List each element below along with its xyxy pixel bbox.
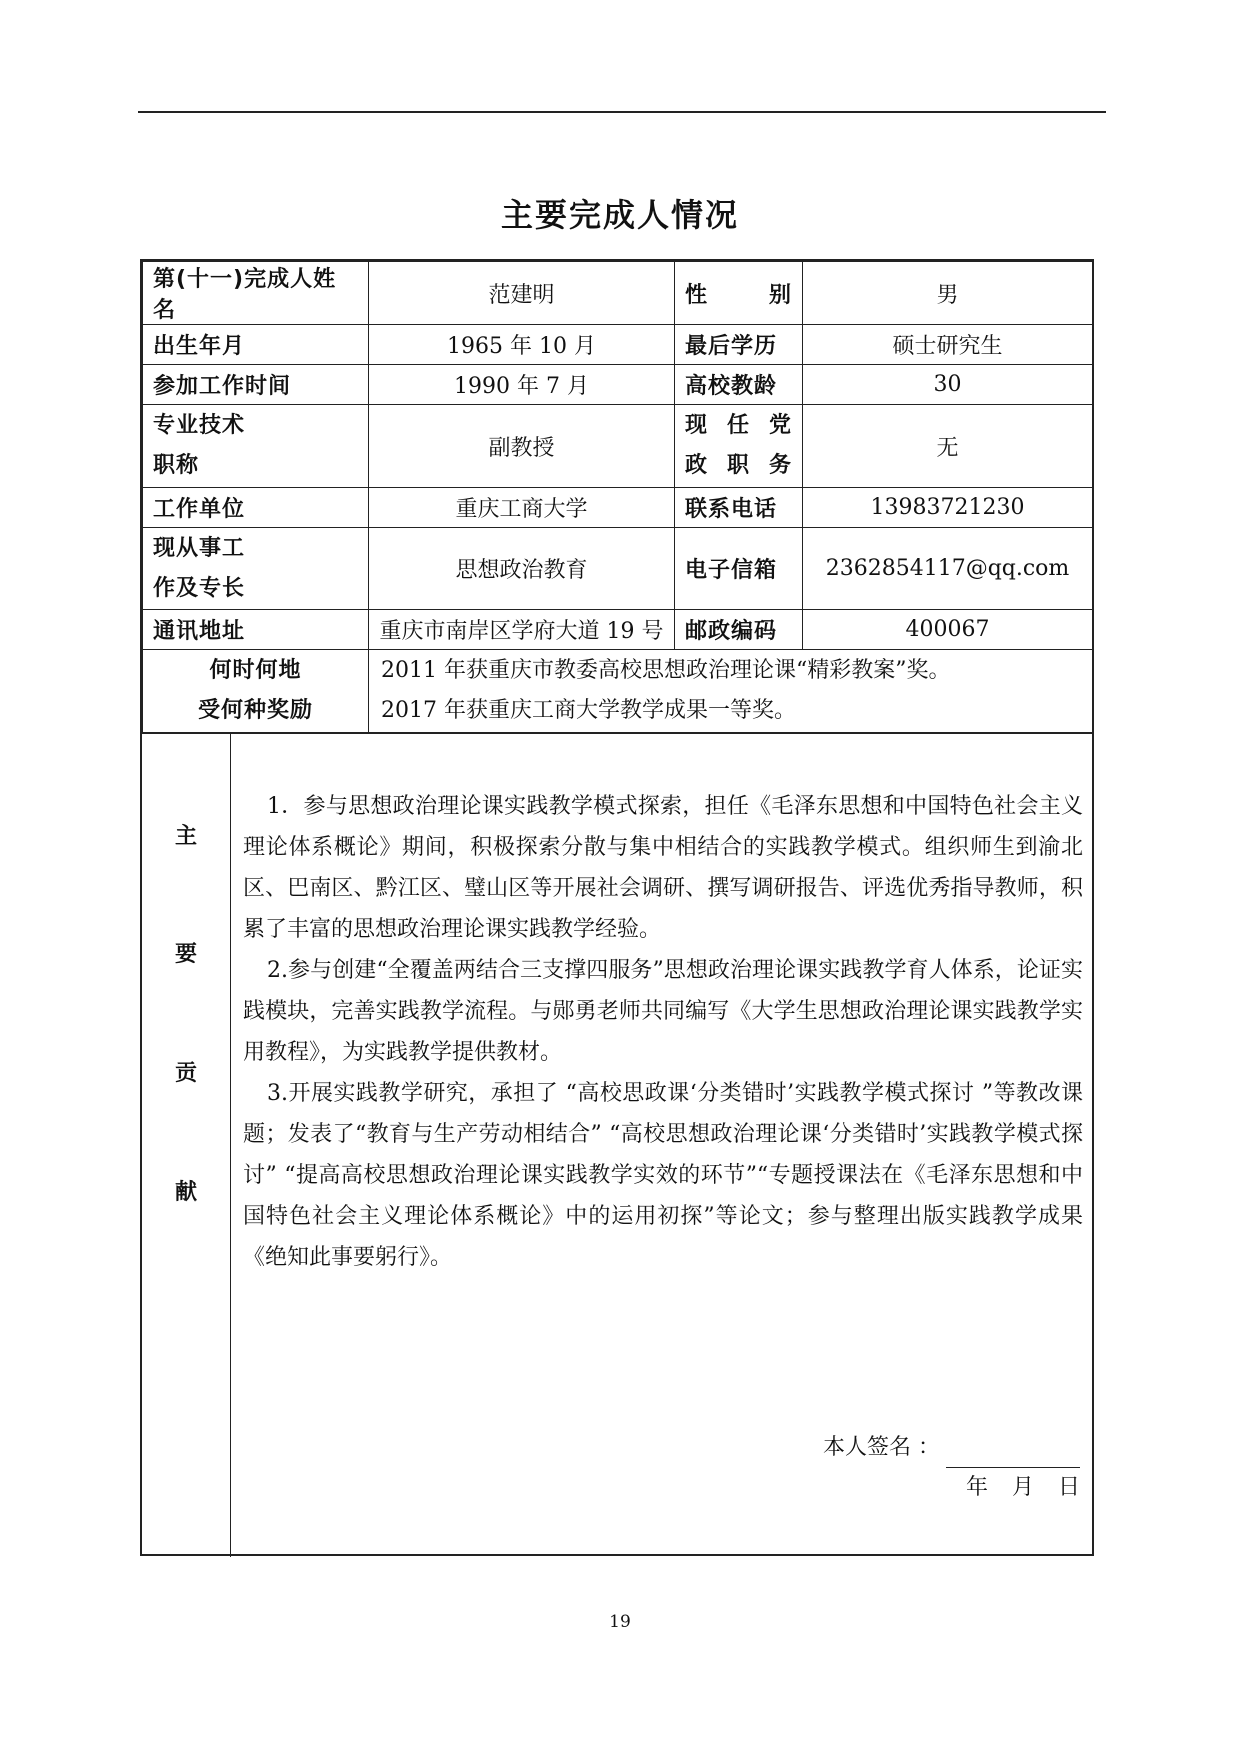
contribution-side-label: 主 要 贡 献 [142, 734, 231, 1557]
award-item: 2011 年获重庆市教委高校思想政治理论课“精彩教案”奖。 [381, 658, 951, 683]
work-start-label: 参加工作时间 [143, 365, 369, 405]
contribution-paragraph: 1．参与思想政治理论课实践教学模式探索，担任《毛泽东思想和中国特色社会主义理论体系概论》期间，积极探索分散与集中相结合的实践教学模式。组织师生到渝北区、巴南区、黔江区、璧山区等开展社会调研、撰写调研报告、评选优秀指导教师，积累了丰富的思想政治理论课实践教学经验。 [243, 794, 1083, 942]
employer-value: 重庆工商大学 [369, 488, 675, 528]
teach-years-label: 高校教龄 [675, 365, 803, 405]
party-post-value: 无 [803, 405, 1093, 488]
name-value: 范建明 [369, 262, 675, 325]
info-table [142, 261, 1093, 733]
edu-value: 硕士研究生 [803, 325, 1093, 365]
signature-label: 本人签名 ： [823, 1435, 940, 1460]
award-list [369, 650, 1093, 733]
gender-label: 性 别 [675, 262, 803, 325]
address-label: 通讯地址 [143, 610, 369, 650]
postcode-label: 邮政编码 [675, 610, 803, 650]
award-item: 2017 年获重庆工商大学教学成果一等奖。 [381, 698, 796, 723]
tech-title-label: 专业技术 职称 [143, 405, 369, 488]
email-label: 电子信箱 [675, 528, 803, 610]
phone-value: 13983721230 [803, 488, 1093, 528]
postcode-value: 400067 [803, 610, 1093, 650]
birth-value: 1965 年 10 月 [369, 325, 675, 365]
tech-title-value: 副教授 [369, 405, 675, 488]
contribution-body [243, 786, 1083, 1278]
employer-label: 工作单位 [143, 488, 369, 528]
header-rule [138, 111, 1106, 113]
email-value: 2362854117@qq.com [803, 528, 1093, 610]
date-line: 年 月 日 [965, 1475, 1080, 1500]
page-number: 19 [609, 1612, 631, 1632]
contribution-paragraph: 2.参与创建“全覆盖两结合三支撑四服务”思想政治理论课实践教学育人体系，论证实践模块，完善实践教学流程。与郧勇老师共同编写《大学生思想政治理论课实践教学实用教程》，为实践教学提供教材。 [243, 958, 1083, 1065]
edu-label: 最后学历 [675, 325, 803, 365]
name-label: 第(十一)完成人姓名 [143, 262, 369, 325]
info-form [140, 259, 1094, 1556]
gender-value: 男 [803, 262, 1093, 325]
work-start-value: 1990 年 7 月 [369, 365, 675, 405]
phone-label: 联系电话 [675, 488, 803, 528]
address-value: 重庆市南岸区学府大道 19 号 [369, 610, 675, 650]
specialty-value: 思想政治教育 [369, 528, 675, 610]
specialty-label: 现从事工 作及专长 [143, 528, 369, 610]
signature-block [823, 1428, 1080, 1508]
page-title: 主要完成人情况 [500, 196, 739, 234]
party-post-label: 现 任 党 政 职 务 [675, 405, 803, 488]
contribution-paragraph: 3.开展实践教学研究，承担了 “高校思政课‘分类错时’实践教学模式探讨 ”等教改课题；发表了“教育与生产劳动相结合” “高校思想政治理论课‘分类错时’实践教学模式探讨” “提高高校思想政治理论课实践教学实效的环节”“专题授课法在《毛泽东思想和中国特色社会主义理论体系概论》中的运用初探”等论文；参与整理出版实践教学成果《绝知此事要躬行》。 [243, 1081, 1083, 1270]
teach-years-value: 30 [803, 365, 1093, 405]
signature-line [946, 1439, 1080, 1468]
birth-label: 出生年月 [143, 325, 369, 365]
contribution-section [142, 733, 1092, 1557]
award-label: 何时何地 受何种奖励 [143, 650, 369, 733]
